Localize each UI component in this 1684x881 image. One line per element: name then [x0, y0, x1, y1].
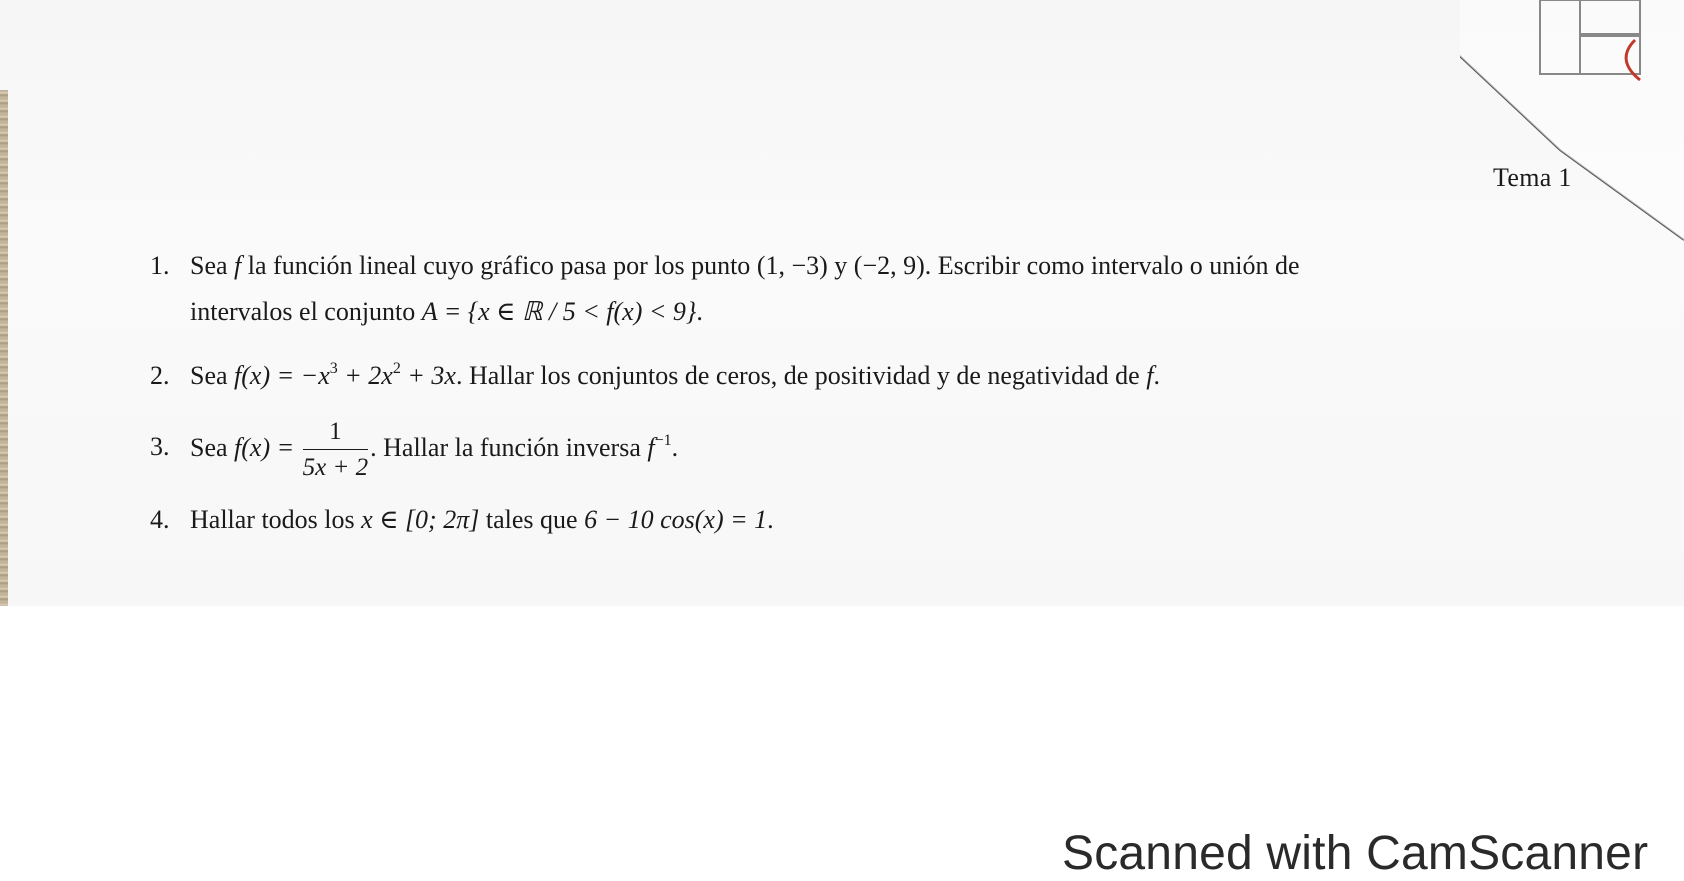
- problem-3: [150, 417, 1600, 483]
- math-point: (1, −3): [756, 251, 828, 280]
- math-equation: 6 − 10 cos(x) = 1: [584, 505, 768, 534]
- math-exponent: 3: [329, 360, 338, 377]
- math-interval: x ∈ [0; 2π]: [361, 505, 480, 534]
- fraction-numerator: 1: [303, 417, 368, 450]
- problem-text: Hallar todos los: [190, 505, 362, 534]
- folded-corner-grid: [1460, 0, 1684, 280]
- math-expression: f(x) =: [234, 432, 301, 462]
- problem-1-line-2: [190, 289, 1600, 335]
- math-symbol: f: [647, 432, 655, 462]
- problem-1: [150, 243, 1600, 335]
- problem-text: .: [1153, 361, 1160, 390]
- math-expression: + 2x: [337, 361, 393, 390]
- math-point: (−2, 9): [853, 251, 925, 280]
- problem-text: . Hallar la función inversa: [370, 432, 648, 462]
- page-edge: [0, 90, 8, 606]
- problem-text: Sea: [190, 361, 235, 390]
- problem-text: intervalos el conjunto: [190, 297, 422, 326]
- problem-4: [150, 497, 1600, 543]
- math-fraction: [303, 417, 368, 483]
- exam-version-label: Tema 1: [1493, 163, 1572, 192]
- problem-text: . Escribir como intervalo o unión de: [924, 251, 1300, 280]
- math-expression: + 3x: [400, 361, 456, 390]
- math-exponent: 2: [392, 360, 401, 377]
- camscanner-watermark: Scanned with CamScanner: [1062, 827, 1649, 880]
- math-symbol: f: [234, 251, 242, 280]
- problem-number: 3.: [150, 432, 170, 461]
- problem-number: 2.: [150, 361, 170, 390]
- problem-number: 1.: [150, 251, 170, 280]
- problem-text: .: [696, 297, 703, 326]
- problem-text: . Hallar los conjuntos de ceros, de positividad y de negatividad de: [455, 361, 1147, 390]
- math-exponent: −1: [654, 431, 672, 449]
- problem-text: .: [767, 505, 774, 534]
- math-symbol: f: [1146, 361, 1154, 390]
- problem-1-line-1: [190, 243, 1600, 289]
- problem-text: Sea: [190, 251, 235, 280]
- math-set: A = {x ∈ ℝ / 5 < f(x) < 9}: [421, 297, 697, 326]
- problem-number: 4.: [150, 505, 170, 534]
- problem-list: [150, 243, 1600, 543]
- fraction-denominator: 5x + 2: [302, 454, 369, 481]
- math-expression: f(x) = −x: [234, 361, 330, 390]
- problem-text: tales que: [479, 505, 585, 534]
- problem-2: [150, 353, 1600, 399]
- problem-text: .: [671, 432, 679, 462]
- problem-text: Sea: [190, 432, 235, 462]
- problem-text: la función lineal cuyo gráfico pasa por los punto: [241, 251, 757, 280]
- problem-text: y: [827, 251, 854, 280]
